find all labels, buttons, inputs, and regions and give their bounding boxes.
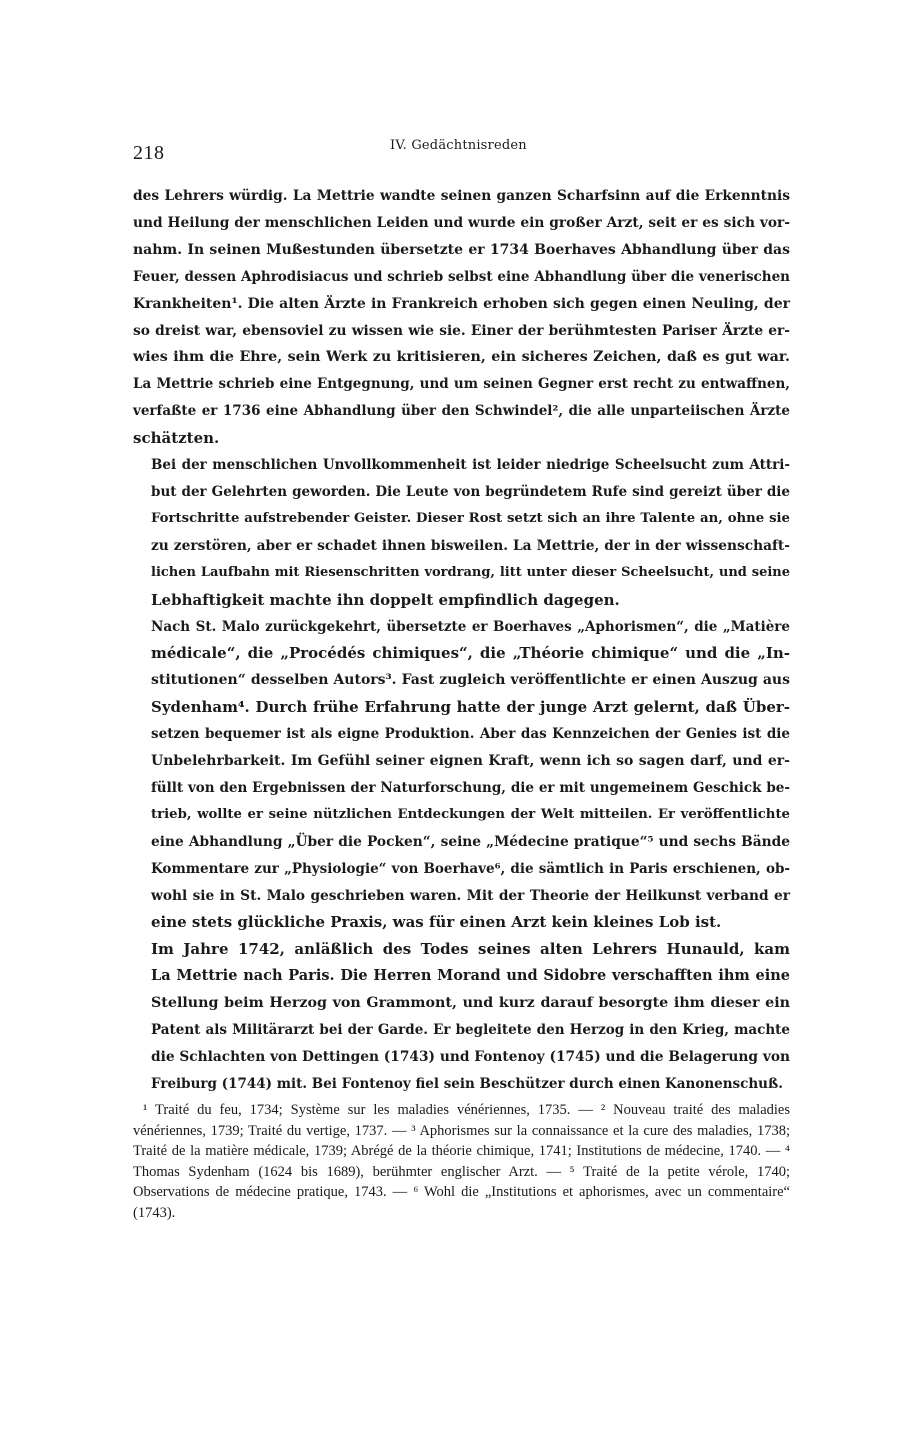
text-line: Lebhaftigkeit machte ihn doppelt empfindlich dagegen. <box>151 590 620 609</box>
text-line: trieb, wollte er seine nützlichen Entdeckungen der Welt mitteilen. Er veröffentlichte <box>151 806 790 822</box>
text-line: schätzten. <box>133 429 220 448</box>
text-line: stitutionen“ desselben Autors³. Fast zugleich veröffentlichte er einen Auszug aus <box>151 672 790 689</box>
text-line: Nach St. Malo zurückgekehrt, übersetzte er Boerhaves „Aphorismen“, die „Matière <box>151 618 790 635</box>
text-line: so dreist war, ebensoviel zu wissen wie sie. Einer der berühmtesten Pariser Ärzte er- <box>133 322 790 339</box>
page-header <box>133 138 790 164</box>
text-line: zu zerstören, aber er schadet ihnen bisweilen. La Mettrie, der in der wissenschaft- <box>151 537 790 554</box>
text-line: La Mettrie schrieb eine Entgegnung, und um seinen Gegner erst recht zu entwaffnen, <box>133 376 790 393</box>
text-line: Bei der menschlichen Unvollkommenheit ist leider niedrige Scheelsucht zum Attri- <box>151 457 790 474</box>
paragraph <box>133 614 790 937</box>
running-head: IV. Gedächtnisreden <box>390 138 527 153</box>
text-line: Krankheiten¹. Die alten Ärzte in Frankreich erhoben sich gegen einen Neuling, der <box>133 295 790 312</box>
page-number: 218 <box>133 142 165 164</box>
text-line: eine stets glückliche Praxis, was für einen Arzt kein kleines Lob ist. <box>151 913 722 932</box>
text-line: wohl sie in St. Malo geschrieben waren. Mit der Theorie der Heilkunst verband er <box>151 887 790 904</box>
text-line: nahm. In seinen Mußestunden übersetzte er 1734 Boerhaves Abhandlung über das <box>133 241 790 258</box>
footnotes: ¹ Traité du feu, 1734; Système sur les maladies vénériennes, 1735. — ² Nouveau traité des maladies vénériennes, 1739; Traité du vertige, 1737. — ³ Aphorismes sur la connaissance et la cure des maladies, 1738; Traité de la matière médicale, 1739; Abrégé de la théorie chimique, 1741; Institutions de médecine, 1740. — ⁴ Thomas Sydenham (1624 bis 1689), berühmter englischer Arzt. — ⁵ Traité de la petite vérole, 1740; Observations de médecine pratique, 1743. — ⁶ Wohl die „Institutions et aphorismes, avec un commentaire“ (1743). <box>133 1102 790 1221</box>
text-line: médicale“, die „Procédés chimiques“, die „Théorie chimique“ und die „In- <box>151 644 790 663</box>
text-line: füllt von den Ergebnissen der Naturforschung, die er mit ungemeinem Geschick be- <box>151 779 790 796</box>
text-line: Kommentare zur „Physiologie“ von Boerhave⁶, die sämtlich in Paris erschienen, ob- <box>151 860 790 877</box>
text-line: die Schlachten von Dettingen (1743) und Fontenoy (1745) und die Belagerung von <box>151 1049 790 1065</box>
text-line: eine Abhandlung „Über die Pocken“, seine „Médecine pratique“⁵ und sechs Bände <box>151 833 790 850</box>
text-line: La Mettrie nach Paris. Die Herren Morand und Sidobre verschafften ihm eine <box>151 967 790 985</box>
paragraph <box>133 183 790 452</box>
paragraph <box>133 452 790 613</box>
text-line: but der Gelehrten geworden. Die Leute von begründetem Rufe sind gereizt über die <box>151 483 790 500</box>
text-line: Patent als Militärarzt bei der Garde. Er begleitete den Herzog in den Krieg, machte <box>151 1022 790 1039</box>
text-line: Unbelehrbarkeit. Im Gefühl seiner eignen Kraft, wenn ich so sagen darf, und er- <box>151 753 790 770</box>
body-text <box>133 183 790 1098</box>
text-line: lichen Laufbahn mit Riesenschritten vordrang, litt unter dieser Scheelsucht, und seine <box>151 564 790 580</box>
text-line: Feuer, dessen Aphrodisiacus und schrieb selbst eine Abhandlung über die venerischen <box>133 268 790 285</box>
text-line: Fortschritte aufstrebender Geister. Dieser Rost setzt sich an ihre Talente an, ohne sie <box>151 510 790 526</box>
text-line: und Heilung der menschlichen Leiden und wurde ein großer Arzt, seit er es sich vor- <box>133 214 790 231</box>
text-line: setzen bequemer ist als eigne Produktion. Aber das Kennzeichen der Genies ist die <box>151 726 790 743</box>
text-line: Freiburg (1744) mit. Bei Fontenoy fiel sein Beschützer durch einen Kanonenschuß. <box>151 1075 783 1092</box>
text-line: verfaßte er 1736 eine Abhandlung über den Schwindel², die alle unparteiischen Ärzte <box>133 403 790 420</box>
text-line: des Lehrers würdig. La Mettrie wandte seinen ganzen Scharfsinn auf die Erkenntnis <box>133 188 790 204</box>
paragraph <box>133 936 790 1097</box>
text-line: Stellung beim Herzog von Grammont, und kurz darauf besorgte ihm dieser ein <box>151 995 790 1012</box>
text-line: wies ihm die Ehre, sein Werk zu kritisieren, ein sicheres Zeichen, daß es gut war. <box>133 349 790 366</box>
text-line: Sydenham⁴. Durch frühe Erfahrung hatte der junge Arzt gelernt, daß Über- <box>151 698 790 717</box>
text-line: Im Jahre 1742, anläßlich des Todes seines alten Lehrers Hunauld, kam <box>151 940 790 959</box>
